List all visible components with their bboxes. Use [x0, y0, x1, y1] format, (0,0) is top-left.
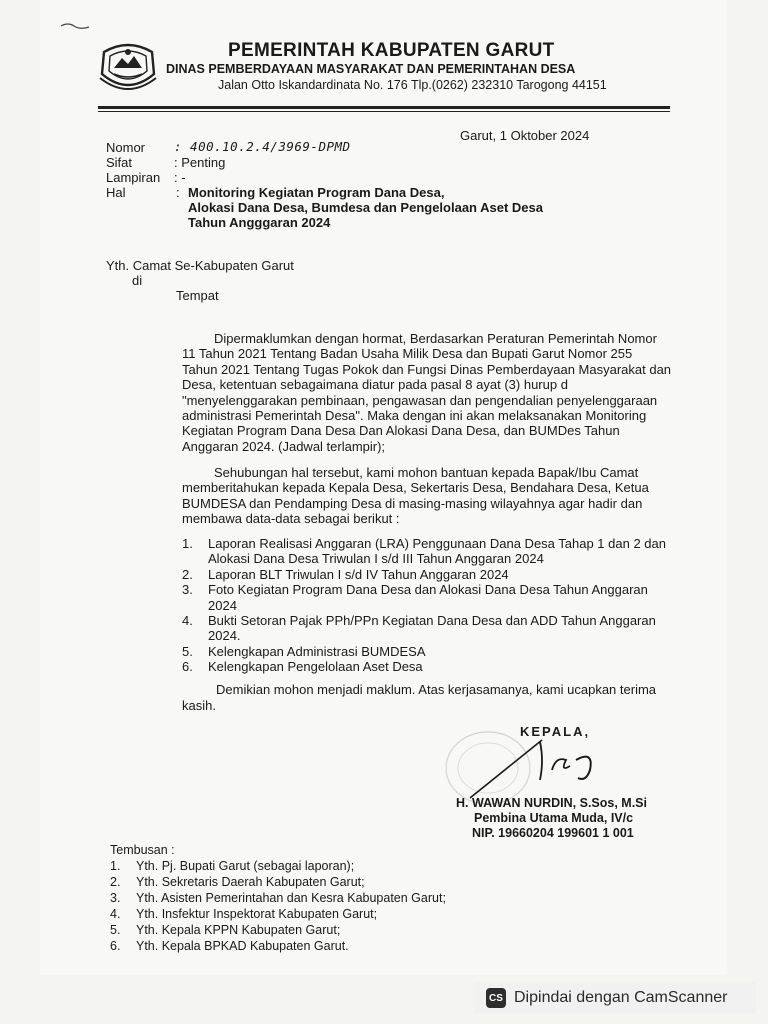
signatory-rank: Pembina Utama Muda, IV/c [474, 811, 634, 825]
required-documents-list [182, 536, 682, 675]
signatory-title: KEPALA, [520, 724, 591, 739]
tembusan-item: 5. Yth. Kepala KPPN Kabupaten Garut; [110, 923, 341, 937]
corner-scribble-icon [60, 20, 90, 30]
recipient-line-2: di [132, 273, 143, 288]
p1-line: Desa, ketentuan sebagaimana diatur pada pasal 8 ayat (3) hurup d [182, 377, 568, 393]
list-item: 1. Laporan Realisasi Anggaran (LRA) Penggunaan Dana Desa Tahap 1 dan 2 dan Alokasi Dana Desa Triwulan I s/d III Tahun Anggaran 2024 [182, 536, 666, 567]
signatory-nip: NIP. 19660204 199601 1 001 [472, 826, 634, 840]
nomor-label: Nomor [106, 140, 146, 155]
p1-line: Dipermaklumkan dengan hormat, Berdasarkan Peraturan Pemerintah Nomor [214, 331, 657, 346]
hal-line-1: Monitoring Kegiatan Program Dana Desa, [188, 185, 445, 200]
tembusan-item: 3. Yth. Asisten Pemerintahan dan Kesra Kabupaten Garut; [110, 891, 446, 905]
camscanner-watermark [474, 982, 756, 1014]
p2-line: BUMDESA dan Pendamping Desa di masing-masing wilayahnya agar hadir dan [182, 495, 643, 511]
p1-line: Tahun 2021 Tentang Tugas Pokok dan Fungsi Dinas Pemberdayaan Masyarakat dan [182, 361, 672, 377]
p1-line: "menyelenggarakan pembinaan, pengawasan dan pengendalian penyelenggaraan [182, 392, 658, 408]
p1-line: Kegiatan Program Dana Desa Dan Alokasi Dana Desa, dan BUMDes Tahun [182, 423, 620, 439]
hal-line-3: Tahun Angggaran 2024 [188, 215, 331, 230]
letterhead-government: PEMERINTAH KABUPATEN GARUT [228, 40, 555, 61]
p1-line: 11 Tahun 2021 Tentang Badan Usaha Milik Desa dan Bupati Garut Nomor 255 [182, 346, 633, 362]
list-item: 5. Kelengkapan Administrasi BUMDESA [182, 643, 426, 659]
nomor-value: : 400.10.2.4/3969-DPMD [174, 139, 351, 154]
hal-line-2: Alokasi Dana Desa, Bumdesa dan Pengelolaan Aset Desa [188, 200, 543, 215]
p2-line: memberitahukan kepada Kepala Desa, Sekertaris Desa, Bendahara Desa, Ketua [182, 480, 649, 496]
tembusan-item: 6. Yth. Kepala BPKAD Kabupaten Garut. [110, 939, 349, 953]
p2-line: Sehubungan hal tersebut, kami mohon bantuan kepada Bapak/Ibu Camat [214, 465, 639, 480]
p1-line: administrasi Pemerintah Desa". Maka dengan ini akan melaksanakan Monitoring [182, 408, 647, 424]
hal-colon: : [176, 185, 180, 200]
sifat-value: : Penting [174, 155, 226, 170]
letterhead-rule-thin [98, 111, 670, 112]
closing-line-2: kasih. [182, 698, 216, 713]
recipient-line-3: Tempat [176, 288, 219, 303]
tembusan-item: 1. Yth. Pj. Bupati Garut (sebagai laporan); [110, 859, 355, 873]
tembusan-heading: Tembusan : [110, 843, 175, 857]
letterhead-agency: DINAS PEMBERDAYAAN MASYARAKAT DAN PEMERINTAHAN DESA [166, 62, 576, 76]
p2-line: membawa data-data sebagai berikut : [182, 511, 400, 527]
closing-line-1: Demikian mohon menjadi maklum. Atas kerjasamanya, kami ucapkan terima [216, 682, 657, 697]
list-item: 2. Laporan BLT Triwulan I s/d IV Tahun Anggaran 2024 [182, 566, 509, 582]
list-item: 4. Bukti Setoran Pajak PPh/PPn Kegiatan Dana Desa dan ADD Tahun Anggaran 2024. [182, 613, 656, 644]
list-item: 6. Kelengkapan Pengelolaan Aset Desa [182, 659, 423, 675]
p1-line: Anggaran 2024. (Jadwal terlampir); [182, 438, 386, 454]
list-item: 3. Foto Kegiatan Program Dana Desa dan Alokasi Dana Desa Tahun Anggaran 2024 [182, 582, 648, 613]
letter-date: Garut, 1 Oktober 2024 [460, 128, 590, 143]
body-paragraph-2 [182, 465, 680, 527]
garut-regency-logo-icon [96, 38, 160, 96]
letterhead-rule-thick [98, 106, 670, 109]
tembusan-item: 2. Yth. Sekretaris Daerah Kabupaten Garut; [110, 875, 365, 889]
body-paragraph-1 [182, 331, 680, 454]
hal-label: Hal [106, 185, 126, 200]
lampiran-value: : - [174, 170, 186, 185]
letterhead-address: Jalan Otto Iskandardinata No. 176 Tlp.(0262) 232310 Tarogong 44151 [218, 78, 607, 92]
lampiran-label: Lampiran [106, 170, 161, 185]
tembusan-block [110, 842, 446, 954]
tembusan-item: 4. Yth. Insfektur Inspektorat Kabupaten Garut; [110, 907, 378, 921]
recipient-line-1: Yth. Camat Se-Kabupaten Garut [106, 258, 294, 273]
camscanner-icon: CS [486, 988, 506, 1008]
signatory-name: H. WAWAN NURDIN, S.Sos, M.Si [456, 796, 647, 810]
watermark-text: Dipindai dengan CamScanner [514, 989, 728, 1006]
sifat-label: Sifat [106, 155, 133, 170]
